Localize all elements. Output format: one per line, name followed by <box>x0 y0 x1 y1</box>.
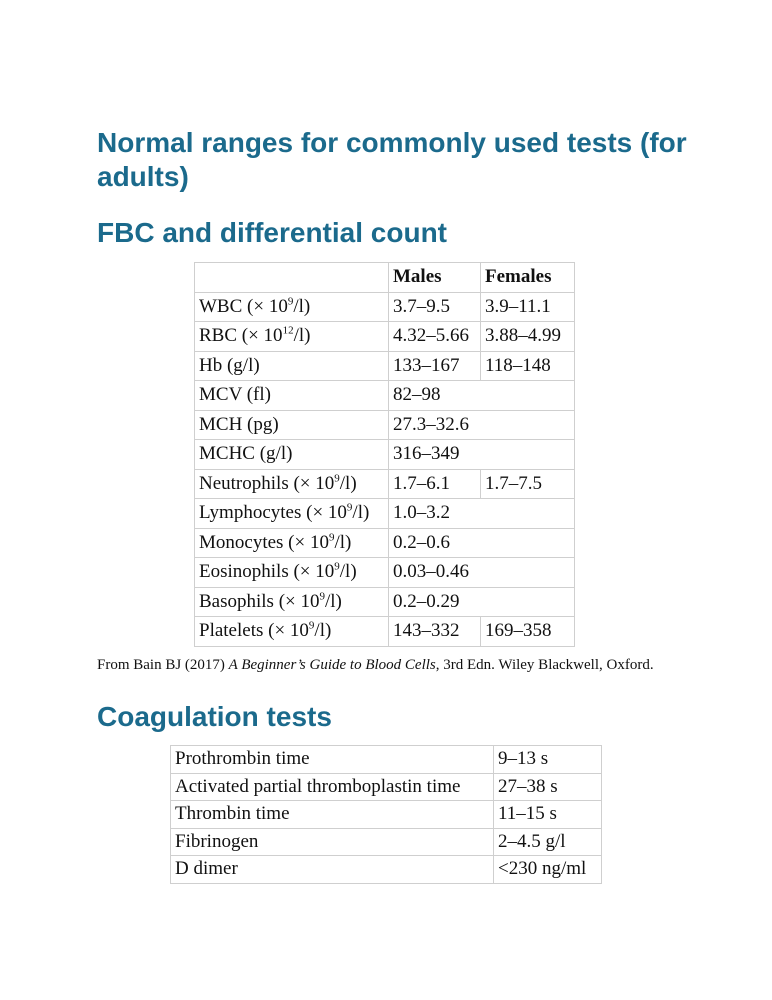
fbc-test-name <box>195 292 389 322</box>
unit-exponent: 9 <box>346 501 353 514</box>
source-suffix: , 3rd Edn. Wiley Blackwell, Oxford. <box>435 657 654 673</box>
test-name-text: Neutrophils (× 10 <box>199 472 335 494</box>
fbc-range-males: 3.7–9.5 <box>389 292 481 322</box>
coagulation-table <box>170 745 602 884</box>
source-citation <box>97 657 654 674</box>
coagulation-row <box>171 801 602 829</box>
unit-exponent: 9 <box>308 619 315 632</box>
unit-exponent: 9 <box>328 531 335 544</box>
fbc-header-empty <box>195 263 389 293</box>
coagulation-test-name: Activated partial thromboplastin time <box>171 773 494 801</box>
fbc-range-both: 316–349 <box>389 440 575 470</box>
fbc-range-both: 0.2–0.29 <box>389 587 575 617</box>
fbc-row <box>195 587 575 617</box>
unit-exponent: 9 <box>334 560 340 573</box>
fbc-row <box>195 322 575 352</box>
coagulation-row <box>171 856 602 884</box>
fbc-header-males: Males <box>389 263 481 293</box>
page-title: Normal ranges for commonly used tests (for adults) <box>97 127 687 192</box>
unit-suffix: /l) <box>339 561 357 583</box>
fbc-row <box>195 440 575 470</box>
coagulation-test-name: D dimer <box>171 856 494 884</box>
fbc-test-name <box>195 440 389 470</box>
fbc-range-males: 133–167 <box>389 351 481 381</box>
coagulation-test-value: 27–38 s <box>494 773 602 801</box>
coagulation-row <box>171 746 602 774</box>
fbc-test-name <box>195 381 389 411</box>
test-name-text: RBC (× 10 <box>199 325 283 347</box>
test-name-text: Hb (g/l) <box>199 354 260 376</box>
fbc-test-name <box>195 410 389 440</box>
fbc-row <box>195 351 575 381</box>
test-name-text: Monocytes (× 10 <box>199 531 329 553</box>
fbc-row <box>195 617 575 647</box>
fbc-row <box>195 381 575 411</box>
coagulation-row <box>171 773 602 801</box>
fbc-range-males: 1.7–6.1 <box>389 469 481 499</box>
coagulation-test-value: <230 ng/ml <box>494 856 602 884</box>
fbc-range-both: 82–98 <box>389 381 575 411</box>
test-name-text: MCHC (g/l) <box>199 443 293 465</box>
coagulation-test-name: Fibrinogen <box>171 828 494 856</box>
unit-suffix: /l) <box>325 590 342 612</box>
fbc-header-row <box>195 263 575 293</box>
fbc-range-females: 169–358 <box>481 617 575 647</box>
coagulation-row <box>171 828 602 856</box>
fbc-test-name <box>195 617 389 647</box>
fbc-row <box>195 469 575 499</box>
coagulation-heading: Coagulation tests <box>97 701 332 732</box>
unit-suffix: /l) <box>334 531 352 553</box>
unit-exponent: 12 <box>282 324 294 337</box>
test-name-text: MCH (pg) <box>199 413 279 435</box>
fbc-range-both: 0.2–0.6 <box>389 528 575 558</box>
unit-exponent: 9 <box>334 472 340 485</box>
coagulation-test-value: 11–15 s <box>494 801 602 829</box>
unit-exponent: 9 <box>319 590 325 603</box>
fbc-row <box>195 410 575 440</box>
coagulation-test-value: 2–4.5 g/l <box>494 828 602 856</box>
fbc-row <box>195 558 575 588</box>
fbc-test-name <box>195 587 389 617</box>
source-prefix: From Bain BJ (2017) <box>97 657 229 673</box>
fbc-table <box>194 262 575 647</box>
fbc-test-name <box>195 351 389 381</box>
fbc-test-name <box>195 499 389 529</box>
fbc-range-both: 27.3–32.6 <box>389 410 575 440</box>
fbc-row <box>195 292 575 322</box>
unit-exponent: 9 <box>287 295 294 308</box>
unit-suffix: /l) <box>293 325 311 347</box>
coagulation-test-value: 9–13 s <box>494 746 602 774</box>
test-name-text: Lymphocytes (× 10 <box>199 502 347 524</box>
fbc-heading: FBC and differential count <box>97 217 447 248</box>
fbc-range-females: 3.9–11.1 <box>481 292 575 322</box>
test-name-text: WBC (× 10 <box>199 295 288 317</box>
fbc-range-males: 4.32–5.66 <box>389 322 481 352</box>
test-name-text: MCV (fl) <box>199 384 271 406</box>
unit-suffix: /l) <box>314 620 332 642</box>
test-name-text: Eosinophils (× 10 <box>199 561 335 583</box>
fbc-test-name <box>195 528 389 558</box>
unit-suffix: /l) <box>339 472 357 494</box>
fbc-range-females: 118–148 <box>481 351 575 381</box>
fbc-range-both: 0.03–0.46 <box>389 558 575 588</box>
unit-suffix: /l) <box>293 295 311 317</box>
coagulation-test-name: Thrombin time <box>171 801 494 829</box>
unit-suffix: /l) <box>352 502 370 524</box>
fbc-header-females: Females <box>481 263 575 293</box>
fbc-test-name <box>195 469 389 499</box>
test-name-text: Basophils (× 10 <box>199 590 320 612</box>
fbc-range-males: 143–332 <box>389 617 481 647</box>
coagulation-test-name: Prothrombin time <box>171 746 494 774</box>
fbc-test-name <box>195 322 389 352</box>
test-name-text: Platelets (× 10 <box>199 620 309 642</box>
fbc-range-both: 1.0–3.2 <box>389 499 575 529</box>
fbc-row <box>195 528 575 558</box>
fbc-row <box>195 499 575 529</box>
fbc-range-females: 1.7–7.5 <box>481 469 575 499</box>
fbc-range-females: 3.88–4.99 <box>481 322 575 352</box>
fbc-test-name <box>195 558 389 588</box>
source-book-title: A Beginner’s Guide to Blood Cells <box>228 657 436 673</box>
